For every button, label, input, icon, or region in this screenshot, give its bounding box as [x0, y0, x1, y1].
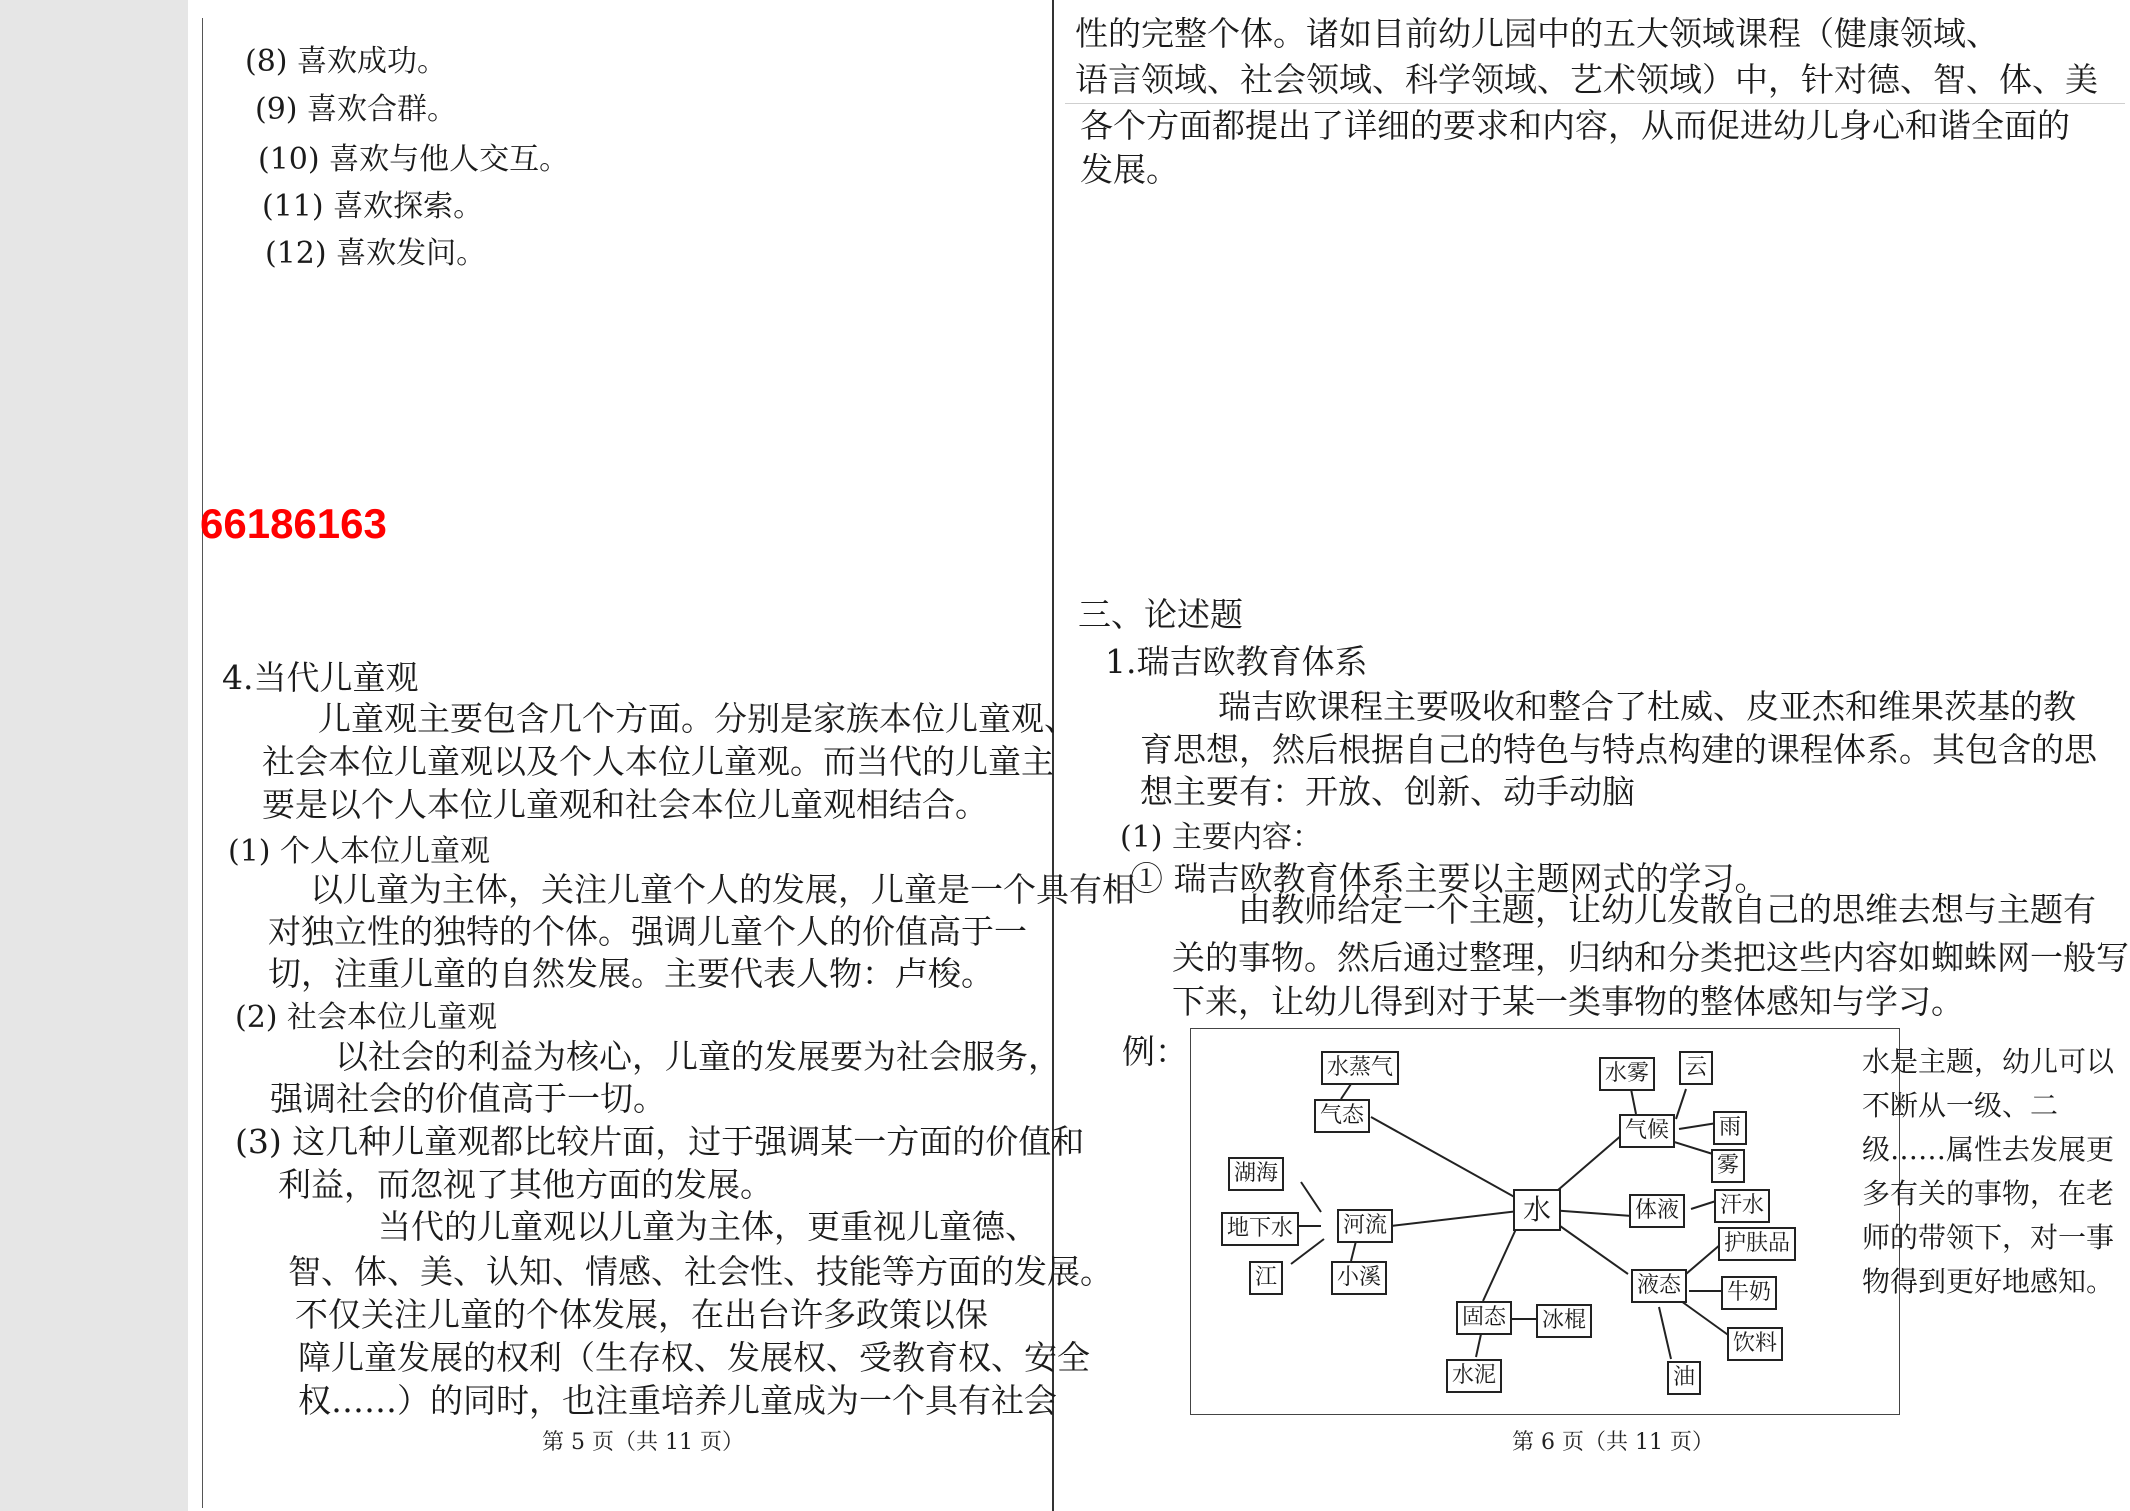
list-item: (8) 喜欢成功。: [245, 44, 448, 79]
section-title: 4.当代儿童观: [222, 658, 419, 697]
node-water-center: 水: [1513, 1189, 1561, 1231]
node-heliu: 河流: [1337, 1209, 1393, 1243]
node-you: 油: [1667, 1361, 1701, 1395]
node-wu-mist: 水雾: [1599, 1057, 1655, 1091]
paragraph-line: 下来，让幼儿得到对于某一类事物的整体感知与学习。: [1172, 982, 1964, 1021]
paragraph-line: 发展。: [1080, 150, 1179, 189]
paragraph-line: 各个方面都提出了详细的要求和内容，从而促进幼儿身心和谐全面的: [1080, 106, 2070, 145]
paragraph-line: 想主要有：开放、创新、动手动脑: [1140, 772, 1635, 811]
page-footer: 第 5 页（共 11 页）: [542, 1430, 744, 1455]
node-qitai: 气态: [1314, 1099, 1370, 1133]
node-binggun: 冰棍: [1536, 1304, 1592, 1338]
subsection-title: (1) 主要内容：: [1120, 820, 1323, 855]
edge-yetai-hufupin: [1686, 1244, 1721, 1274]
edge-water-gutai: [1483, 1229, 1516, 1301]
question-title: 1.瑞吉欧教育体系: [1105, 642, 1368, 681]
paragraph-line: 社会本位儿童观以及个人本位儿童观。而当代的儿童主: [262, 742, 1054, 781]
edge-heliu-xiaoxi: [1351, 1241, 1356, 1261]
list-item: (12) 喜欢发问。: [265, 236, 487, 271]
node-tiye: 体液: [1629, 1194, 1685, 1228]
edge-tiye-hanshui: [1691, 1201, 1716, 1209]
edge-qitai-zhengqi: [1341, 1084, 1351, 1099]
paragraph-line: 对独立性的独特的个体。强调儿童个人的价值高于一: [268, 912, 1027, 951]
node-hanshui: 汗水: [1714, 1189, 1770, 1223]
example-label: 例：: [1122, 1032, 1188, 1071]
section-title: 三、论述题: [1078, 595, 1243, 634]
edge-qihou-yu: [1679, 1123, 1717, 1129]
edge-heliu-huhai: [1301, 1182, 1321, 1212]
paragraph-line: 儿童观主要包含几个方面。分别是家族本位儿童观、: [318, 699, 1077, 738]
watermark-number: 66186163: [200, 500, 387, 547]
node-yu: 雨: [1713, 1111, 1747, 1145]
edge-water-qitai: [1371, 1117, 1536, 1209]
paragraph-line: 要是以个人本位儿童观和社会本位儿童观相结合。: [262, 785, 988, 824]
paragraph-line: 以社会的利益为核心，儿童的发展要为社会服务，: [335, 1037, 1061, 1076]
node-yetai: 液态: [1631, 1269, 1687, 1303]
node-jiang: 江: [1249, 1261, 1283, 1295]
paragraph-line: 障儿童发展的权利（生存权、发展权、受教育权、安全: [298, 1338, 1090, 1377]
paragraph-line: 权……）的同时，也注重培养儿童成为一个具有社会: [298, 1381, 1057, 1420]
node-niunai: 牛奶: [1721, 1276, 1777, 1310]
node-xiaoxi: 小溪: [1331, 1261, 1387, 1295]
paragraph-line: 智、体、美、认知、情感、社会性、技能等方面的发展。: [288, 1252, 1113, 1291]
list-item: (10) 喜欢与他人交互。: [258, 142, 570, 177]
node-zhengqi: 水蒸气: [1321, 1051, 1399, 1085]
node-gutai: 固态: [1456, 1301, 1512, 1335]
list-item: (11) 喜欢探索。: [262, 189, 484, 224]
point-title: ① 瑞吉欧教育体系主要以主题网式的学习。: [1130, 859, 1768, 898]
node-wu: 雾: [1711, 1149, 1745, 1183]
node-qihou: 气候: [1619, 1114, 1675, 1148]
node-yinliao: 饮料: [1727, 1327, 1783, 1361]
edge-qihou-wumist: [1631, 1089, 1636, 1114]
edge-qihou-yun: [1676, 1089, 1686, 1119]
paragraph-line: 由教师给定一个主题，让幼儿发散自己的思维去想与主题有: [1238, 890, 2096, 929]
paragraph-line: 利益，而忽视了其他方面的发展。: [278, 1165, 773, 1204]
node-yun: 云: [1679, 1051, 1713, 1085]
paragraph-line: 不仅关注儿童的个体发展，在出台许多政策以保: [295, 1295, 988, 1334]
subsection-title: (2) 社会本位儿童观: [235, 1000, 498, 1035]
left-rule-line: [202, 18, 203, 1508]
edge-yetai-you: [1659, 1307, 1671, 1359]
paragraph-line: 性的完整个体。诸如目前幼儿园中的五大领域课程（健康领域、: [1075, 14, 1999, 53]
subsection-title: (1) 个人本位儿童观: [228, 834, 491, 869]
edge-qihou-wu: [1671, 1141, 1716, 1155]
paragraph-line: 强调社会的价值高于一切。: [270, 1079, 666, 1118]
list-item: (9) 喜欢合群。: [255, 92, 458, 127]
paragraph-line: 瑞吉欧课程主要吸收和整合了杜威、皮亚杰和维果茨基的教: [1218, 687, 2076, 726]
node-dixiashui: 地下水: [1221, 1212, 1299, 1246]
paragraph-line: 以儿童为主体，关注儿童个人的发展，儿童是一个具有相: [310, 870, 1135, 909]
paragraph-line: 语言领域、社会领域、科学领域、艺术领域）中，针对德、智、体、美: [1075, 60, 2098, 99]
paragraph-line: 关的事物。然后通过整理，归纳和分类把这些内容如蜘蛛网一般写: [1172, 938, 2129, 977]
node-hufupin: 护肤品: [1718, 1227, 1796, 1261]
paragraph-line: (3) 这几种儿童观都比较片面，过于强调某一方面的价值和: [235, 1122, 1085, 1161]
edge-gutai-shuini: [1476, 1334, 1481, 1357]
mind-map-diagram: [1190, 1028, 1900, 1415]
page-footer: 第 6 页（共 11 页）: [1512, 1430, 1714, 1455]
paragraph-line: 育思想，然后根据自己的特色与特点构建的课程体系。其包含的思: [1140, 730, 2097, 769]
paragraph-line: 当代的儿童观以儿童为主体，更重视儿童德、: [378, 1207, 1038, 1246]
node-shuini: 水泥: [1446, 1359, 1502, 1393]
paragraph-line: 切，注重儿童的自然发展。主要代表人物：卢梭。: [268, 954, 994, 993]
scan-margin: [0, 0, 188, 1511]
side-note: 水是主题，幼儿可以不断从一级、二级……属性去发展更多有关的事物，在老师的带领下，对一事物得到更好地感知。: [1862, 1045, 2115, 1298]
node-huhai: 湖海: [1228, 1157, 1284, 1191]
